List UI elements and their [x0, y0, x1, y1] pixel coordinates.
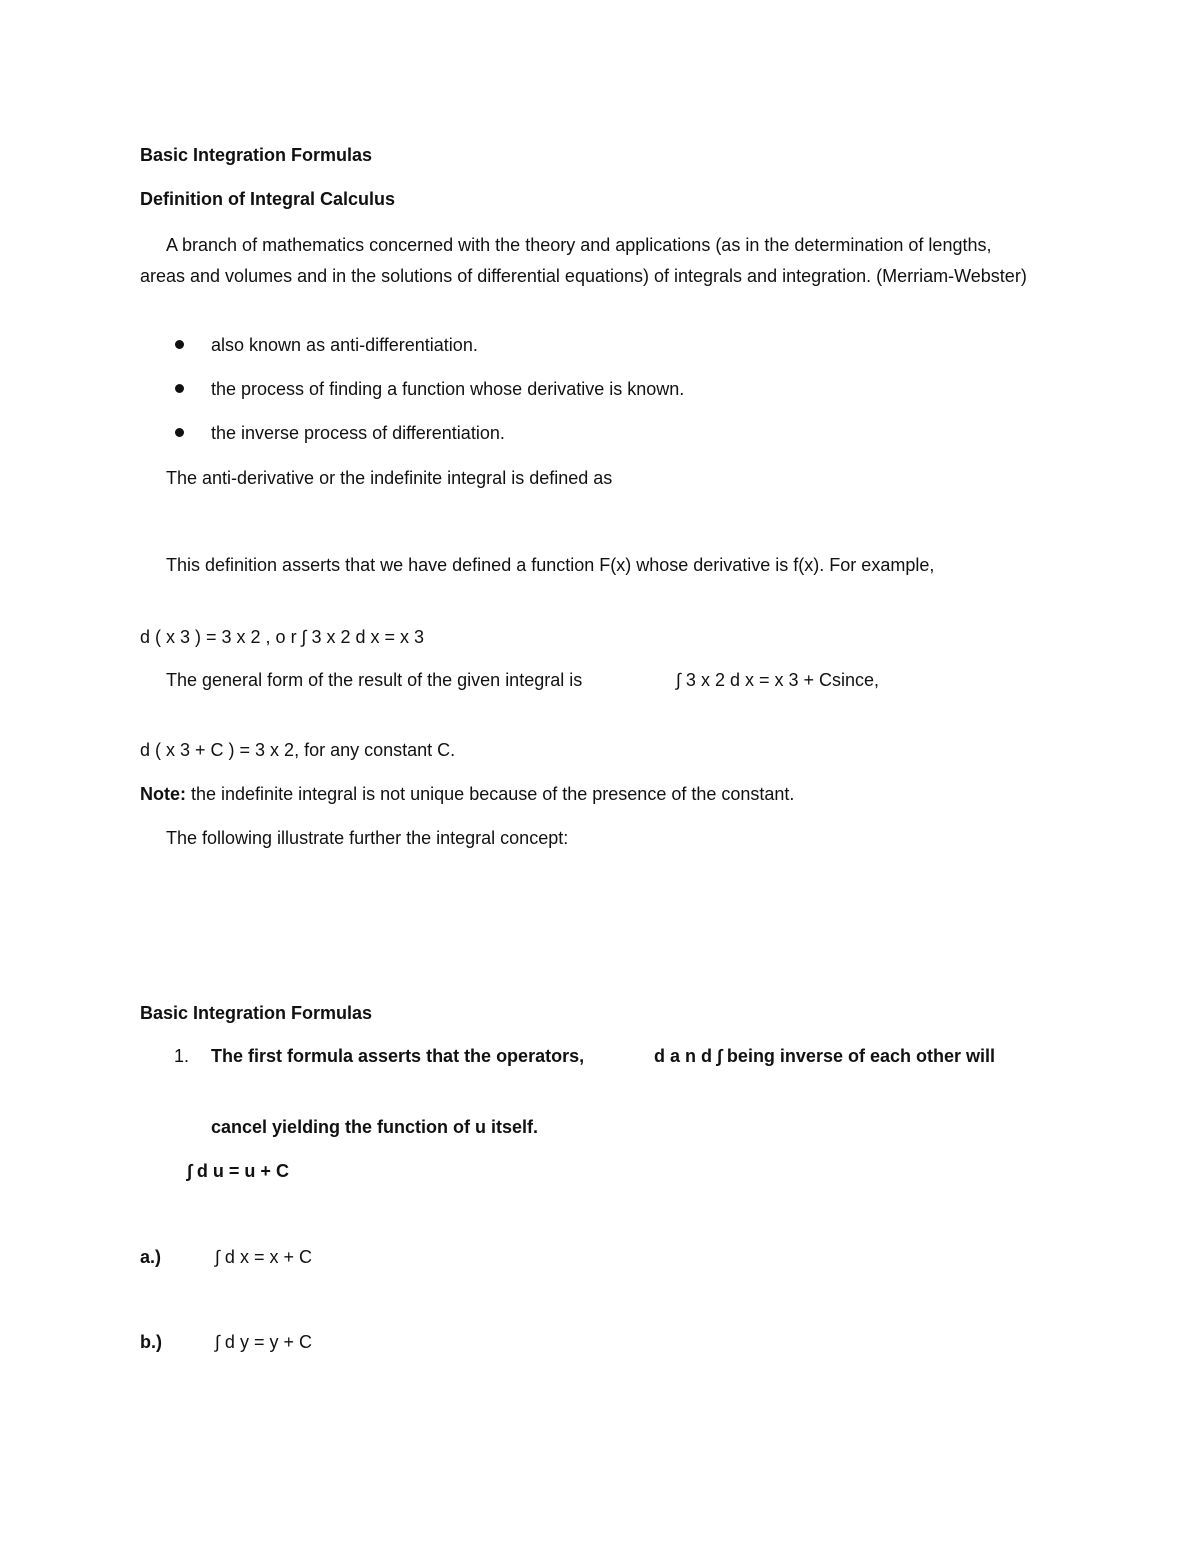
bullet-dot [175, 428, 184, 437]
note-text: the indefinite integral is not unique because of the presence of the constant. [186, 784, 795, 804]
formula1-text-part1: The first formula asserts that the operators, [211, 1046, 585, 1066]
bullet-item-1: also known as anti-differentiation. [211, 335, 478, 355]
example-equation: d ( x 3 ) = 3 x 2 , o r ∫ 3 x 2 d x = x 3 [140, 627, 425, 647]
note-line [140, 785, 794, 803]
general-form-text: The general form of the result of the given integral is [166, 670, 583, 690]
section2-title: Basic Integration Formulas [140, 1003, 373, 1023]
bullet-dot [175, 340, 184, 349]
example-b-label: b.) [140, 1332, 162, 1352]
example-a-label: a.) [140, 1247, 162, 1267]
example-b-equation: ∫ d y = y + C [215, 1332, 312, 1352]
definition-assertion: This definition asserts that we have defined a function F(x) whose derivative is f(x). For example, [166, 555, 935, 575]
note-label: Note: [140, 784, 186, 804]
antiderivative-sentence: The anti-derivative or the indefinite integral is defined as [166, 468, 613, 488]
general-form-equation: ∫ 3 x 2 d x = x 3 + Csince, [676, 670, 880, 690]
formula1-number: 1. [174, 1046, 190, 1066]
definition-paragraph: A branch of mathematics concerned with the theory and applications (as in the determination of lengths, areas and volumes and in the solutions of differential equations) of integrals and integration. (Merriam-Webster) [140, 235, 1027, 286]
formula1-text-part3: cancel yielding the function of u itself. [211, 1117, 539, 1137]
document-title: Basic Integration Formulas [140, 145, 373, 165]
definition-heading: Definition of Integral Calculus [140, 189, 396, 209]
illustrate-text: The following illustrate further the integral concept: [166, 828, 569, 848]
bullet-item-3: the inverse process of differentiation. [211, 423, 505, 443]
bullet-item-2: the process of finding a function whose derivative is known. [211, 379, 685, 399]
constant-equation: d ( x 3 + C ) = 3 x 2, for any constant C. [140, 740, 456, 760]
formula1-text-part2: d a n d ∫ being inverse of each other will [654, 1046, 995, 1066]
example-a-equation: ∫ d x = x + C [215, 1247, 312, 1267]
formula1-equation: ∫ d u = u + C [187, 1161, 289, 1181]
bullet-dot [175, 384, 184, 393]
